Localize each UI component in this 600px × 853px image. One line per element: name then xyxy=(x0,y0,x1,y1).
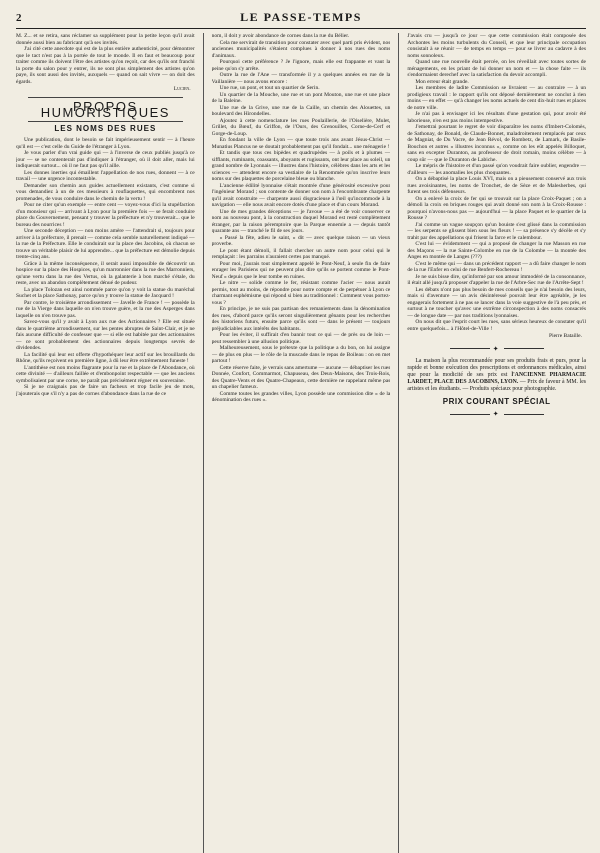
paragraph: nom, il doit y avoir abondance de cornes dans la rue du Bélier. xyxy=(211,33,350,39)
ad-outro: — Prix de faveur à MM. les artistes et les étudiants. — Produits spéciaux pour photographie. xyxy=(407,379,587,392)
paragraph: J'ai cité cette anecdote qui est de la plus entière authenticité, pour démontrer que le tact n'est pas à la portée de tout le monde. Il en faut et beaucoup pour traiter comme ils doivent l'être des artistes qu'on reçoit, car des qu'ils ont franchi la porte du salon pour y entrer, ils ne sont plus simplement des artistes qu'on paye, ils sont aussi des invités, auxquels — quand on sait vivre — on doit des égards. xyxy=(16,46,195,85)
paragraph: Une rue de la Grive, une rue de la Caille, un chemin des Alouettes, un boulevard des Hirondelles. xyxy=(211,104,391,117)
paragraph: M. Z... et se retira, sans réclamer sa supplément pour la petite leçon qu'il avait donnée aussi bien au fabricant qu'à ses invités. xyxy=(16,33,195,46)
paragraph: Comme toutes les grandes villes, Lyon possède une commission dite « de la dénomination des rues ». xyxy=(211,390,391,403)
column-3 xyxy=(407,33,586,853)
paragraph: C'est lui — évidemment — qui a proposé de changer la rue Masson en rue des Maçons — la rue Sainte-Colombe en rue de la Colombe — la montée des Anges en montée de Langes (???) xyxy=(407,241,587,260)
divider xyxy=(28,121,183,122)
paragraph: Une publication, dont le besoin se fait impérieusement sentir — à l'heure qu'il est — c'est celle du Guide de l'étranger à Lyon. xyxy=(16,137,195,150)
running-head xyxy=(16,10,586,26)
paragraph: Cela me servirait de transition pour constater avec quel parti pris évident, nos anciennes municipalités s'étaient complues à donner à nos rues des noms d'animaux. xyxy=(211,39,391,59)
paragraph: En principe, je ne suis pas partisan des remaniements dans la dénomination des rues, d'abord parce qu'ils seront singulièrement gênants pour les recherches des historiens futurs, ensuite parce qu'ils sont — dans le présent — toujours préjudiciables aux intérêts des habitants. xyxy=(211,306,391,332)
paragraph: Et tandis que tous ces bipèdes et quadrupèdes — à poils et à plumes — sifflants, ruminants, coassants, aboyants et rugissants, ont leur place au soleil, un grand nombre de Lyonnais — illustres dans l'histoire, célèbres dans les arts et les sciences — attendent encore sa vestiaire de la Renommée qu'on inscrive leurs noms sur des plaquettes de porcelaine bleue ou blanche. xyxy=(211,150,391,182)
paragraph: En fondant la ville de Lyon — que toute trois ans avant Jésus-Christ — Munatius Plancus ne se doutait probablement pas qu'il fondait... une ménagerie ! xyxy=(211,137,391,150)
paragraph: On nous dit que l'esprit court les rues, sans sérieux heureux de constater qu'il entre quelquefois... à l'Hôtel-de-Ville ! xyxy=(407,319,587,332)
paragraph: Si je ne craignais pas de faire un facheux et trop facile jeu de mots, j'ajouterais que s'il n'y a pas de cornes d'abondance dans la rue de ce xyxy=(16,384,195,397)
paragraph: Je ne suis bisse dire, qu'informé par son amour immodéré de la consonnance, il était allé jusqu'à proposer d'appeler la rue de l'Arbre-Sec rue de l'Arrête-Sept ! xyxy=(407,273,587,286)
paragraph: Pourquoi cette préférence ? Je l'ignore, mais elle est frappante et vaut la peine qu'on s'y arrête. xyxy=(211,59,391,72)
paragraph: Quand une rue nouvelle était percée, on les réveillait avec toutes sortes de ménagements, en les priant de lui donner un nom et — la chose faite — ils s'endormaient derechef avec la satisfaction du devoir accompli. xyxy=(407,59,587,78)
paragraph: Par contre, le troisième arrondissement — Javelle de France ! — possède la rue de la Vierge dans laquelle on n'en trouve guère, et la rue des Asperges dans laquelle on n'en trouve pas. xyxy=(16,299,195,319)
author-signature: Lucien. xyxy=(173,86,191,92)
paragraph: « Passé la fête, adieu le saint, » dit — avec quelque raison — un vieux proverbe. xyxy=(211,234,391,247)
paragraph: La facilité qui leur est offerte d'hypothéquer leur actif sur les brouillards du Rhône, qu'ils reçoivent en première ligne, à dû leur être extrêmement funeste ! xyxy=(16,351,195,364)
price-list-title: PRIX COURANT SPÉCIAL xyxy=(442,397,551,406)
paragraph: Je n'ai pas à envisager ici les résultats d'une gestation qui, pour avoir été laborieuse, n'en est pas moins intempestive. xyxy=(407,111,587,124)
paragraph: Je vous parler d'un vrai guide qui — à l'inverse de ceux publiés jusqu'à ce jour — se ne contenterait pas d'indiquer à l'étranger, où il doit aller, mais lui indiquerait surtout... où il ne faut pas qu'il aille. xyxy=(16,150,195,169)
paragraph: Cette réserve faite, je verrais sans amertume — aucune — débaptiser les rues Donnée, Confort, Commarmot, Chapuseau, des Deux-Maisons, des Trois-Rois, des Quatre-Vents et des Quatre-Chapeaux, cette dernière ne rappelant même pas un chapelier fameux. xyxy=(211,364,391,390)
paragraph: Un quartier de la Mouche, une rue et un pont Mouton, une rue et une place de la Baleine. xyxy=(211,91,391,104)
paragraph: Le mépris de l'histoire et d'un passé qu'on voudrait faire oublier, engendre — d'ailleurs — les anomalies les plus choquantes. xyxy=(407,163,587,176)
paragraph: Les débats n'ont pas plus besoin de mes conseils que je n'ai besoin des leurs, mais si d'aventure — un avis désintéressé pouvait leur être agréable, je les engagerais fortement à ne pas se lancer dans la voie suggestive de l'à peu près, et surtout à ne toucher qu'avec une extrême circonspection à des noms consacrés — de longue date — par nos traditions lyonnaises. xyxy=(407,286,587,319)
ad-pharmacy-name: l'ANCIENNE PHARMACIE LARDET, PLACE DES JACOBINS, LYON. xyxy=(407,372,587,385)
header-rule xyxy=(16,28,586,29)
paragraph: La place Tolozan est ainsi nommée parce qu'on y voit la statue du maréchal Suchet et la place Sathonay, parce qu'on y trouve la statue de Jacquard ! xyxy=(16,286,195,299)
column-divider xyxy=(203,33,204,853)
paragraph: Une seconde déception — non moins amère — l'attendrait si, toujours pour arriver à la préfecture, il prenait — comme cela semble naturellement indiqué — la rue de la Préfecture. Elle le conduirait sur la place des Jacobins, où chacun se trouve un véritable plaisir de lui apprendre... que la préfecture est démolie depuis trente-cinq ans. xyxy=(16,228,195,260)
paragraph: Ajoutez à cette nomenclature les rues Poulaillerie, de l'Oiselière, Mulet, Grillet, du Bœuf, du Griffon, de l'Ours, des Grenouilles, Corne-de-Cerf et Gorge-de-Loup. xyxy=(211,117,391,137)
paragraph: J'emettrai pourtant le regret de voir disparaître les noms d'Imbert-Colomès, de Sathonay, de Bonald, de Claude-Bonnet, maladroitement remplacés par ceux de Magniat, de Du Vacre, de Jean Révol, de Rombetz, de Lamark, de Basile-Bouchon et autres « illustres inconnus », comme on les eût appelés Billoquet, sans en excepter Duranton, au professeur de droit romain, moins célèbre — à coup sûr — que le Duranton de Labiche. xyxy=(407,124,587,163)
section-heading: PROPOS HUMORISTIQUES xyxy=(40,98,170,120)
paragraph: Savez-vous qu'il y avait à Lyon aux rue des Actionnaires ? Elle est située dans le quatrième arrondissement, sur les pentes abruptes de Saint-Clair, et je ne fais aucune difficulté de confesser que — si elle est habitée par des actionnaires — ce sont probablement des actionnaires depuis longtemps sevrés de dividendes. xyxy=(16,319,195,351)
paragraph: Pour les éviter, il suffirait d'en bannir tout ce qui — de près ou de loin — peut ressembler à une allusion politique. xyxy=(211,332,391,345)
paragraph: Pour ne citer qu'un exemple — entre cent — voyez-vous d'ici la stupéfaction d'un monsieur qui — arrivant à Lyon pour la première fois — se ferait conduire place du Gouvernement, pensant y trouver la préfecture et n'y trouverait... que le bureau des nourrices ! xyxy=(16,202,195,228)
paragraph: Outre la rue de l'Ane — transformée il y a quelques années en rue de la Vaillanière — nous avons encore : xyxy=(211,72,391,85)
paragraph: J'avais cru — jusqu'à ce jour — que cette commission était composée des Archontes les moins turbulents du Conseil, et que leur principale occupation consistait à se réunir — de temps en temps — pour se livrer au cadavre à des noms sonnoleux. xyxy=(407,33,587,59)
paragraph: Les membres de ladite Commission se livraient — au contraire — à un prodigieux travail : le rapport qu'ils ont déposé dernièrement ne conclut à rien moins — en effet — qu'à changer les noms actuels de cent dix-huit rues et places de notre ville. xyxy=(407,85,587,111)
paragraph: L'antithèse est non moins flagrante pour la rue et la place de l'Abondance, où cette divinité — d'ailleurs faillée et d'embonpoint respectable — que les anciens symbolisaient par une corne, ne paraît pas précisément régner en souveraine. xyxy=(16,364,195,384)
paragraph: Les donnes inerties qui émaillent l'appellation de nos rues, donnent — à ce travail — une urgence incontestable. xyxy=(16,169,195,182)
ornament-divider xyxy=(407,411,586,418)
paragraph: Demander son chemin aux guides actuellement existants, c'est comme si vous demandiez à un de ces messieurs à rouflaquettes, qui encombrent nos promenades, de vous conduire dans le chemin de la vertu ! xyxy=(16,182,195,202)
paragraph: Malheureusement, sous le prétexte que la politique a du bon, on lui assigne — de plus en plus — le rôle de la muscade dans le repas de Boileau : on en met partout ! xyxy=(211,345,391,364)
column-divider xyxy=(398,33,399,853)
paragraph: Le nitre — solide comme le fer, résistant comme l'acier — nous aurait permis, tout au moins, de répondre pour notre compte et de perpétuer à Lyon ce charmant euphémisme qui répond si bien au traditionnel : Comment vous portez-vous ? xyxy=(211,280,391,306)
paragraph: Grâce à la même inconséquence, il serait aussi impossible de découvrir un hospice sur la place des Hospices, qu'un marronnier dans la rue des Marronniers, qu'une vertu dans la rue des Vertus, où la galanterie à bon marché s'étale, du reste, avec un abandon complètement dénué de pudeur. xyxy=(16,260,195,286)
ad-intro: La maison la plus recommandée pour ses produits frais et purs, pour la rapide et bonne exécution des prescriptions et ordonnances médicales, ainsi que pour la modicité de ses prix est xyxy=(407,358,587,378)
ornament-divider xyxy=(407,346,586,353)
paragraph: L'ancienne édilité lyonnaise s'était montrée d'une générosité excessive pour l'ingénieur Morand ; son contente de donner son nom à l'encombrante charpente qu'il avait construite — charpente aussi disgracieuse à l'œil qu'incommode à la navigation — elle nous avait encore dotés d'une place et d'un cours Morand. xyxy=(211,182,391,208)
paragraph: C'est le même qui — dans un précédent rapport — a dû faire changer le nom de la rue l'Enfer en celui de rue Benfert-Rochereau ! xyxy=(407,260,587,273)
pharmacy-advertisement xyxy=(407,358,586,405)
paragraph: Mon erreur était grande. xyxy=(415,78,469,85)
paragraph: J'ai comme un vague soupçon qu'un bouiste s'est glissé dans la commission — les serpents se glissent bien sous les fleurs ! — sa présence s'y décèle et s'y trahit par des appellations qui frisent la farce et le calembour. xyxy=(407,221,587,241)
paragraph: Une de mes grandes déceptions — je l'avoue — a été de voir conserver ce nom au nouveau pont, à la construction duquel Morand est resté complètement étranger, par la raison péremptoire que la Parque ennemie a — depuis tantôt quarante ans — tranché le fil de ses jours. xyxy=(211,208,391,234)
paragraph: Une rue, un pont, et tout un quartier de Serin. xyxy=(219,85,320,91)
publication-title: LE PASSE-TEMPS xyxy=(240,10,362,24)
column-1 xyxy=(16,33,195,853)
ornament-icon: ✦ xyxy=(492,344,501,353)
paragraph: On a enlevé la croix de fer qui se trouvait sur la place Croix-Paquet ; on a démoli la croix en briques rouges qui avait donné son nom à la Croix-Rousse : pourquoi n'avons-nous pas — aujourd'hui — la place Paquet et le quartier de la Rousse ? xyxy=(407,195,587,221)
column-2 xyxy=(212,33,391,853)
paragraph: Le pont étant démoli, il fallait chercher un autre nom pour celui qui le remplaçait : les parrains n'auraient certes pas manqué. xyxy=(211,247,391,260)
article-title: LES NOMS DES RUES xyxy=(54,123,157,133)
paragraph: Pour moi, j'aurais tout simplement appelé le Pont-Neuf, à seule fin de faire enrager les Parisiens qui ne peuvent plus dire qu'ils se portent comme le Pont-Neuf » depuis que le leur tombe en ruines. xyxy=(211,260,391,280)
page-number: 2 xyxy=(16,12,22,24)
paragraph: On a débaptisé la place Louis XVI, mais on a pieusement conservé aux trois rues avoisinantes, les noms de Tronchet, de de Sèze et de Malesherbes, qui furent ses trois défenseurs. xyxy=(407,176,587,195)
author-signature: Pierre Bataille. xyxy=(549,333,583,339)
ornament-icon: ✦ xyxy=(492,410,501,418)
divider xyxy=(28,97,183,98)
